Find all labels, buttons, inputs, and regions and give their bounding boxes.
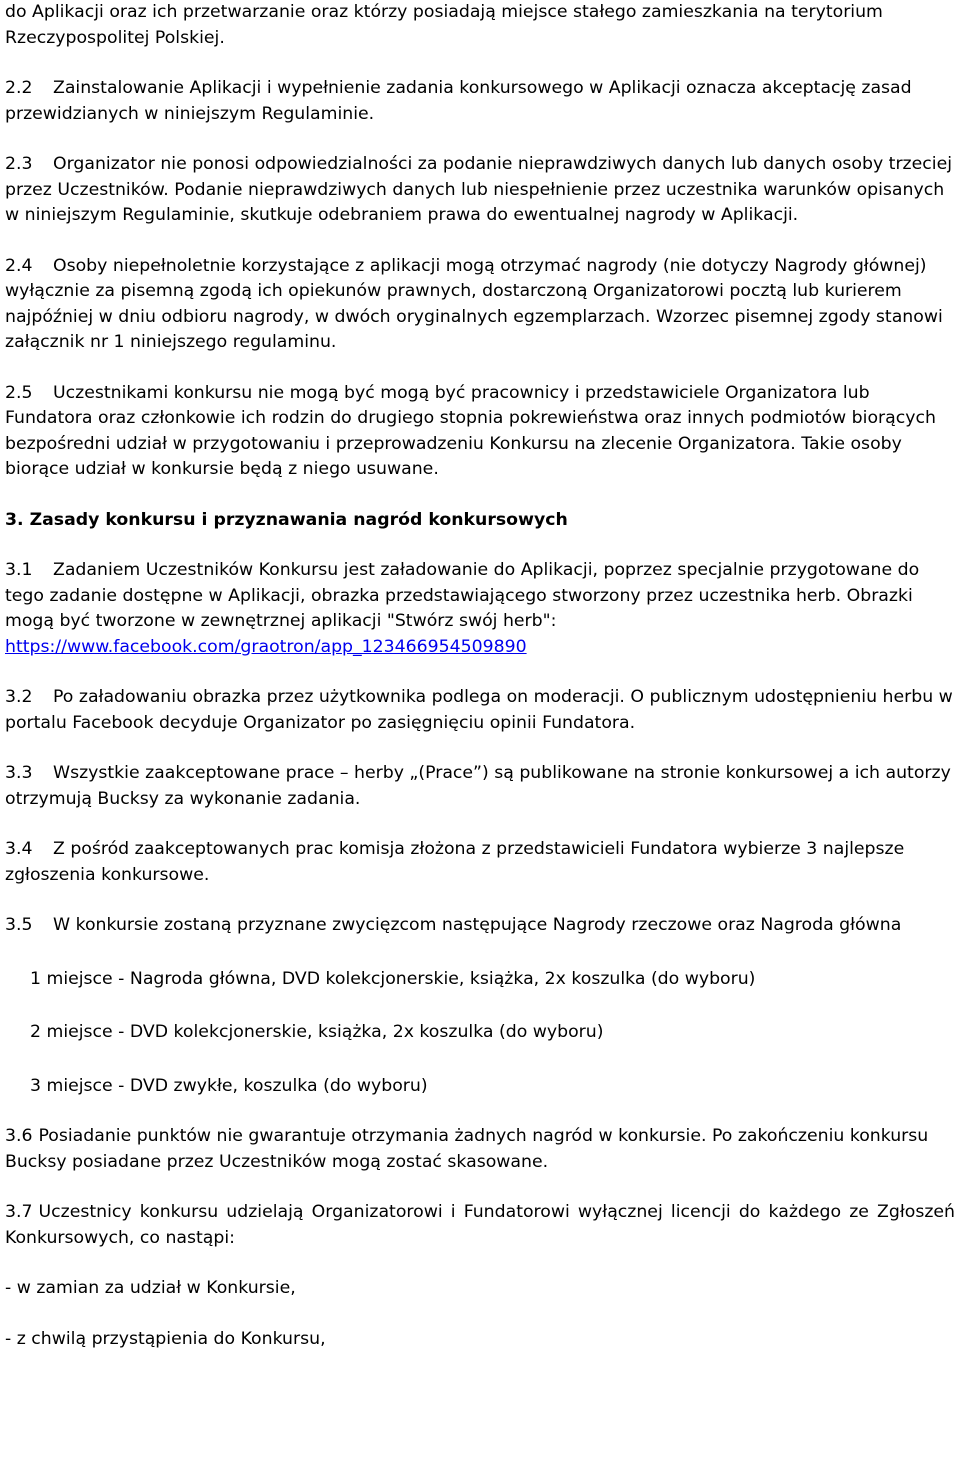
section-text: Wszystkie zaakceptowane prace – herby „(Prace”) są publikowane na stronie konkursowej a ich autorzy otrzymują Bucksy za wykonanie zadania.: [5, 763, 951, 809]
prize-item: 1 miejsce - Nagroda główna, DVD kolekcjonerskie, książka, 2x koszulka (do wyboru): [30, 968, 756, 989]
section-text: Po załadowaniu obrazka przez użytkownika podlega on moderacji. O publicznym udostępnieniu herbu w portalu Facebook decyduje Organizator po zasięgnięciu opinii Fundatora.: [5, 687, 953, 733]
section-text: Z pośród zaakceptowanych prac komisja złożona z przedstawicieli Fundatora wybierze 3 najlepsze zgłoszenia konkursowe.: [5, 839, 905, 885]
intro-paragraph: [5, 0, 955, 51]
section-number: 2.3: [5, 154, 33, 174]
bullet-item: - z chwilą przystąpienia do Konkursu,: [5, 1328, 326, 1349]
section-text: Zainstalowanie Aplikacji i wypełnienie zadania konkursowego w Aplikacji oznacza akceptację zasad przewidzianych w niniejszym Regulaminie.: [5, 78, 912, 124]
app-link[interactable]: https://www.facebook.com/graotron/app_123466954509890: [5, 636, 527, 657]
section-3-4: [5, 837, 955, 888]
section-3-2: [5, 685, 955, 736]
section-number: 3.1: [5, 560, 33, 580]
section-2-4: [5, 254, 955, 356]
section-text: Uczestnicy konkursu udzielają Organizatorowi i Fundatorowi wyłącznej licencji do każdego ze Zgłoszeń Konkursowych, co nastąpi:: [5, 1202, 955, 1248]
section-3-1: [5, 558, 955, 660]
section-text: Osoby niepełnoletnie korzystające z aplikacji mogą otrzymać nagrody (nie dotyczy Nagrody głównej) wyłącznie za pisemną zgodą ich opiekunów prawnych, dostarczoną Organizatorowi pocztą lub kurierem najpóźniej w dniu odbioru nagrody, w dwóch oryginalnych egzemplarzach. Wzorzec pisemnej zgody stanowi załącznik nr 1 niniejszego regulaminu.: [5, 255, 943, 352]
section-text: Posiadanie punktów nie gwarantuje otrzymania żadnych nagród w konkursie. Po zakończeniu konkursu Bucksy posiadane przez Uczestników mogą zostać skasowane.: [5, 1126, 929, 1172]
section-number: 3.5: [5, 915, 33, 935]
intro-line-1: do Aplikacji oraz ich przetwarzanie oraz którzy posiadają miejsce stałego zamieszkania na terytorium: [5, 2, 883, 22]
intro-line-2: Rzeczypospolitej Polskiej.: [5, 27, 225, 48]
section-text: W konkursie zostaną przyznane zwycięzcom następujące Nagrody rzeczowe oraz Nagroda główna: [53, 915, 902, 935]
section-number: 3.6: [5, 1126, 33, 1146]
section-number: 2.4: [5, 255, 33, 276]
section-2-3: [5, 152, 955, 229]
section-2-2: [5, 76, 955, 127]
section-2-5: [5, 381, 955, 483]
section-text: Uczestnikami konkursu nie mogą być mogą być pracownicy i przedstawiciele Organizatora lub Fundatora oraz członkowie ich rodzin do drugiego stopnia pokrewieństwa oraz innych podmiotów biorących bezpośredni udział w przygotowaniu i przeprowadzeniu Konkursu na zlecenie Organizatora. Takie osoby biorące udział w konkursie będą z niego usuwane.: [5, 382, 936, 479]
section-3-5: [5, 913, 955, 939]
section-3-6: [5, 1124, 955, 1175]
prize-item: 2 miejsce - DVD kolekcjonerskie, książka, 2x koszulka (do wyboru): [30, 1022, 604, 1042]
prize-item: 3 miejsce - DVD zwykłe, koszulka (do wyboru): [30, 1075, 428, 1096]
section-number: 3.3: [5, 763, 33, 783]
section-number: 3.4: [5, 839, 33, 859]
section-number: 3.2: [5, 687, 33, 707]
section-text: Organizator nie ponosi odpowiedzialności za podanie nieprawdziwych danych lub danych osoby trzeciej przez Uczestników. Podanie nieprawdziwych danych lub niespełnienie przez uczestnika warunków opisanych w niniejszym Regulaminie, skutkuje odebraniem prawa do ewentualnej nagrody w Aplikacji.: [5, 154, 952, 225]
section-number: 3.7: [5, 1202, 33, 1222]
section-3-3: [5, 761, 955, 812]
bullet-item: - w zamian za udział w Konkursie,: [5, 1278, 296, 1298]
section-3-7: [5, 1200, 955, 1251]
section-number: 2.5: [5, 382, 33, 403]
section-text: Zadaniem Uczestników Konkursu jest załadowanie do Aplikacji, poprzez specjalnie przygotowane do tego zadanie dostępne w Aplikacji, obrazka przedstawiającego stworzony przez uczestnika herb. Obrazki mogą być tworzone w zewnętrznej aplikacji "Stwórz swój herb":: [5, 560, 920, 631]
document-page: [5, 0, 955, 1352]
section-number: 2.2: [5, 78, 33, 98]
section-3-heading: 3. Zasady konkursu i przyznawania nagród konkursowych: [5, 509, 568, 530]
